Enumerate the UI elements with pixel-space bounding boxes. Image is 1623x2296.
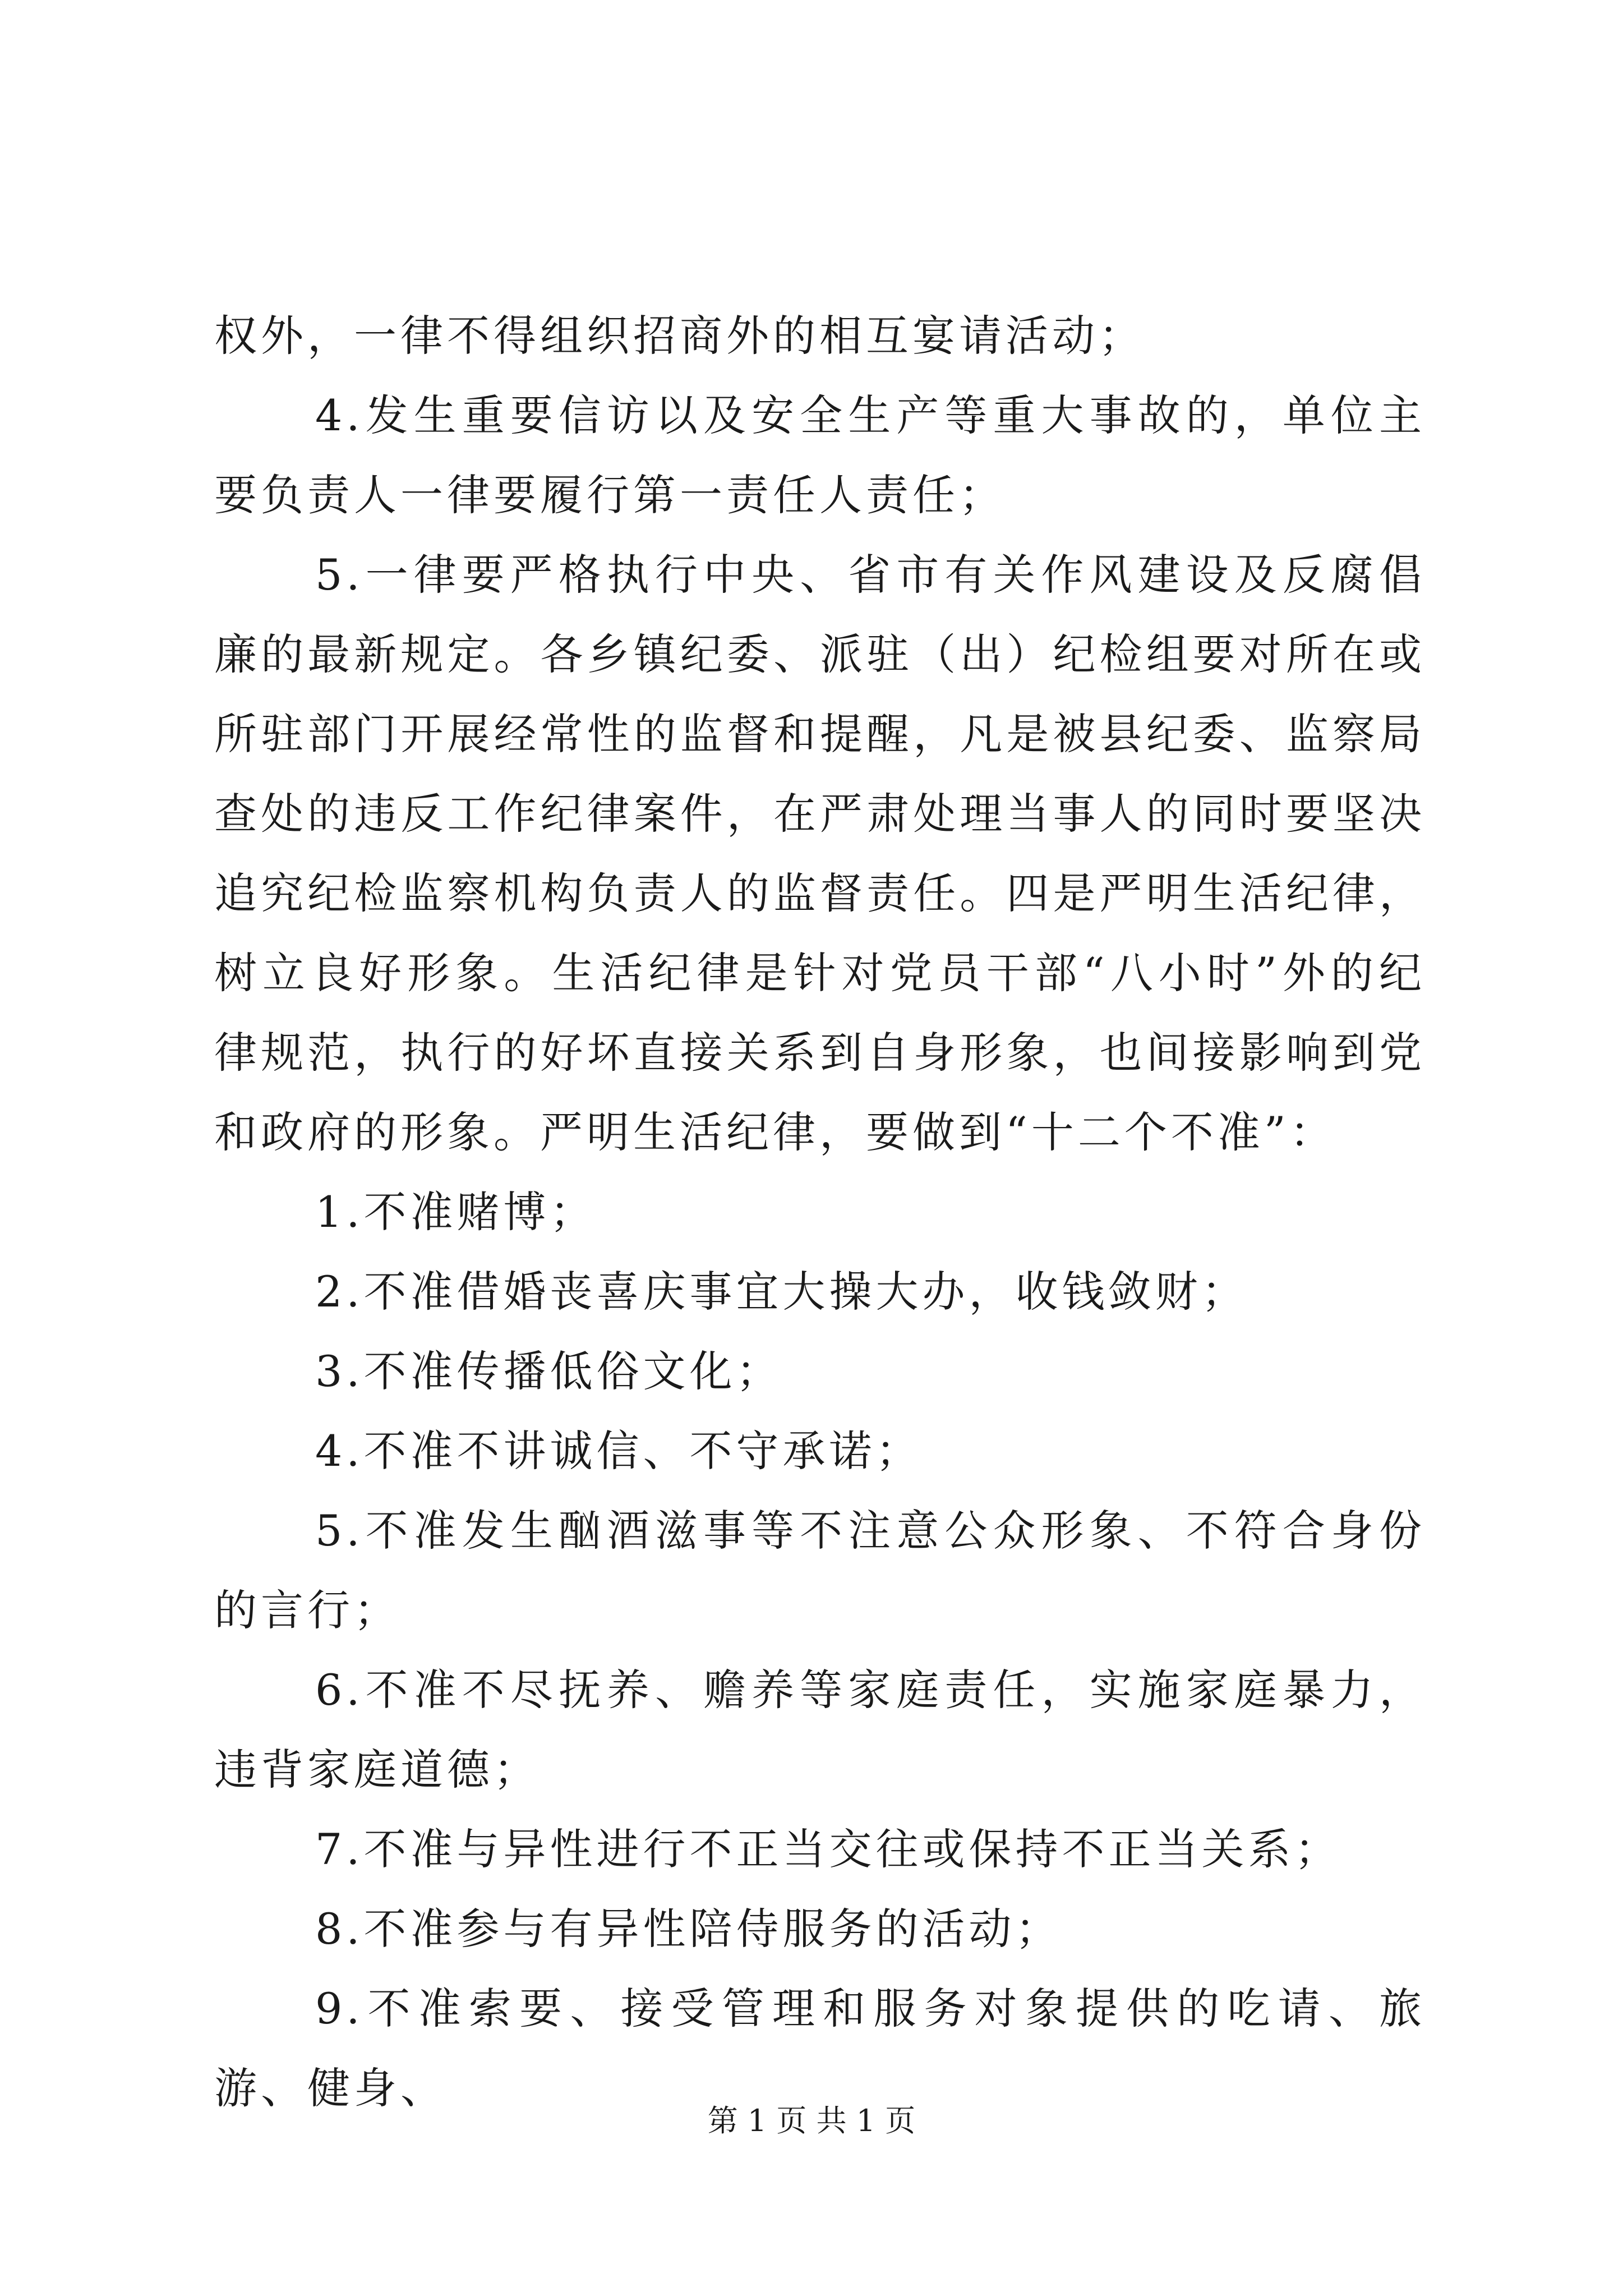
paragraph: 4.发生重要信访以及安全生产等重大事故的，单位主要负责人一律要履行第一责任人责任； [214,390,1426,520]
list-item: 8.不准参与有异性陪侍服务的活动； [315,1904,1062,1954]
list-item: 7.不准与异性进行不正当交往或保持不正当关系； [315,1824,1341,1874]
list-item: 4.不准不讲诚信、不守承诺； [315,1426,923,1476]
list-item: 3.不准传播低俗文化； [315,1346,783,1396]
paragraph: 5.一律要严格执行中央、省市有关作风建设及反腐倡廉的最新规定。各乡镇纪委、派驻（出）纪检组要对所在或所驻部门开展经常性的监督和提醒，凡是被县纪委、监察局查处的违反工作纪律案件，在严肃处理当事人的同时要坚决追究纪检监察机构负责人的监督责任。四是严明生活纪律，树立良好形象。生活纪律是针对党员干部“八小时”外的纪律规范，执行的好坏直接关系到自身形象，也间接影响到党和政府的形象。严明生活纪律，要做到“十二个不准”： [214,550,1426,1157]
page-number-label: 第 1 页 共 1 页 [707,2103,916,2138]
page-footer [0,2101,1623,2141]
paragraph: 权外，一律不得组织招商外的相互宴请活动； [214,311,1145,361]
list-item: 6.不准不尽抚养、赡养等家庭责任，实施家庭暴力，违背家庭道德； [214,1665,1426,1795]
list-item: 5.不准发生酗酒滋事等不注意公众形象、不符合身份的言行； [214,1506,1426,1635]
list-item: 2.不准借婚丧喜庆事宜大操大办，收钱敛财； [315,1267,1248,1317]
list-item: 9.不准索要、接受管理和服务对象提供的吃请、旅游、健身、 [214,1984,1426,2113]
list-item: 1.不准赌博； [315,1187,597,1237]
document-body [214,296,1426,2128]
